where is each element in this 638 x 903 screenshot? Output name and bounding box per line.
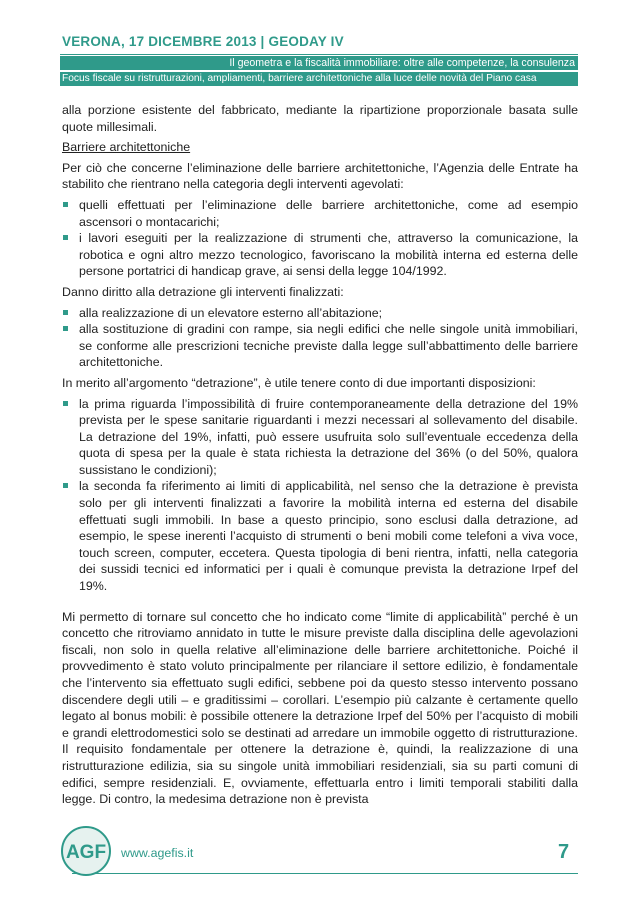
document-title-band: Il geometra e la fiscalità immobiliare: oltre alle competenze, la consulenza — [60, 56, 578, 70]
bullet-list — [62, 396, 578, 595]
list-item — [62, 396, 578, 479]
agf-logo-icon — [60, 825, 112, 877]
document-subtitle-band: Focus fiscale su ristrutturazioni, ampliamenti, barriere architettoniche alla luce delle novità del Piano casa — [60, 72, 578, 86]
body-paragraph: alla porzione esistente del fabbricato, mediante la ripartizione proporzionale basata sulle quote millesimali. — [62, 103, 578, 134]
bullet-list — [62, 197, 578, 280]
list-item-text: alla realizzazione di un elevatore esterno all’abitazione; — [79, 305, 383, 320]
list-item-text: quelli effettuati per l’eliminazione delle barriere architettoniche, come ad esempio ascensori o montacarichi; — [79, 197, 578, 229]
list-item-text: i lavori eseguiti per la realizzazione di strumenti che, attraverso la comunicazione, la robotica e ogni altro mezzo tecnologico, favoriscano la mobilità interna ed esterna delle persone portatrici di handicap grave, ai sensi della legge 104/1992. — [79, 231, 578, 279]
logo-text: AGF — [65, 842, 107, 863]
square-bullet-icon — [63, 310, 68, 315]
square-bullet-icon — [63, 326, 68, 331]
footer-website-link[interactable]: www.agefis.it — [121, 846, 194, 860]
list-item — [62, 321, 578, 371]
section-heading: Barriere architettoniche — [62, 140, 191, 155]
list-item-text: la prima riguarda l’impossibilità di fruire contemporaneamente della detrazione del 19% prevista per le spese sanitarie riguardanti i mezzi necessari al sollevamento del disabile. La detrazione del 19%, infatti, può essere usufruita solo sull’eventuale eccedenza della quota di spesa per la quale è stata richiesta la detrazione del 36% (o del 50%, qualora sussistano le condizioni); — [79, 396, 578, 477]
header-divider — [60, 54, 578, 55]
page-number: 7 — [558, 841, 570, 863]
list-item-text: alla sostituzione di gradini con rampe, sia negli edifici che nelle singole unità immobiliari, se conforme alle prescrizioni tecniche previste dalla legge sull’abbattimento delle barriere architettoniche. — [79, 322, 578, 370]
list-item — [62, 305, 578, 322]
square-bullet-icon — [63, 483, 68, 488]
list-item — [62, 197, 578, 230]
square-bullet-icon — [63, 401, 68, 406]
list-item — [62, 230, 578, 280]
list-item — [62, 478, 578, 594]
body-paragraph: Mi permetto di tornare sul concetto che ho indicato come “limite di applicabilità” perché è un concetto che ritroviamo annidato in tutte le misure previste dalla disciplina delle agevolazioni fiscali, non solo in quella relative all’eliminazione delle barriere architettoniche. Poiché il provvedimento è stato voluto principalmente per rilanciare il settore edilizio, è fondamentale che l’intervento sia effettuato sugli edifici, sebbene poi da questo stesso intervento possano discendere degli utili – e graditissimi – corollari. L’esempio più calzante è certamente quello legato al bonus mobili: è possibile ottenere la detrazione Irpef del 50% per l’acquisto di mobili e grandi elettrodomestici solo se destinati ad arredare un immobile oggetto di ristrutturazione. Il requisito fondamentale per ottenere la detrazione è, quindi, la realizzazione di una ristrutturazione edilizia, sia su singole unità immobiliari residenziali, sia su parti comuni di edifici, sempre residenziali. E, ovviamente, effettuarla entro i limiti temporali stabiliti dalla legge. Di contro, la medesima detrazione non è prevista — [62, 609, 578, 807]
page-body — [62, 102, 578, 812]
body-paragraph: In merito all’argomento “detrazione”, è utile tenere conto di due importanti disposizioni: — [62, 375, 536, 390]
bullet-list — [62, 305, 578, 371]
event-title: VERONA, 17 DICEMBRE 2013 | GEODAY IV — [62, 34, 344, 49]
square-bullet-icon — [63, 235, 68, 240]
body-paragraph: Per ciò che concerne l’eliminazione delle barriere architettoniche, l’Agenzia delle Entrate ha stabilito che rientrano nella categoria degli interventi agevolati: — [62, 160, 578, 192]
square-bullet-icon — [63, 202, 68, 207]
footer-divider — [72, 873, 578, 874]
list-item-text: la seconda fa riferimento ai limiti di applicabilità, nel senso che la detrazione è prevista solo per gli interventi finalizzati a favorire la mobilità interna ed esterna del disabile effettuati sugli immobili. In base a questo principio, sono esclusi dalla detrazione, ad esempio, le spese inerenti l’acquisto di strumenti o beni mobili come telefoni a viva voce, touch screen, computer, eccetera. Questa tipologia di beni rientra, infatti, nella categoria dei sussidi tecnici ed informatici per i quali è comunque prevista la detrazione Irpef del 19%. — [79, 479, 578, 594]
body-paragraph: Danno diritto alla detrazione gli interventi finalizzati: — [62, 284, 344, 299]
